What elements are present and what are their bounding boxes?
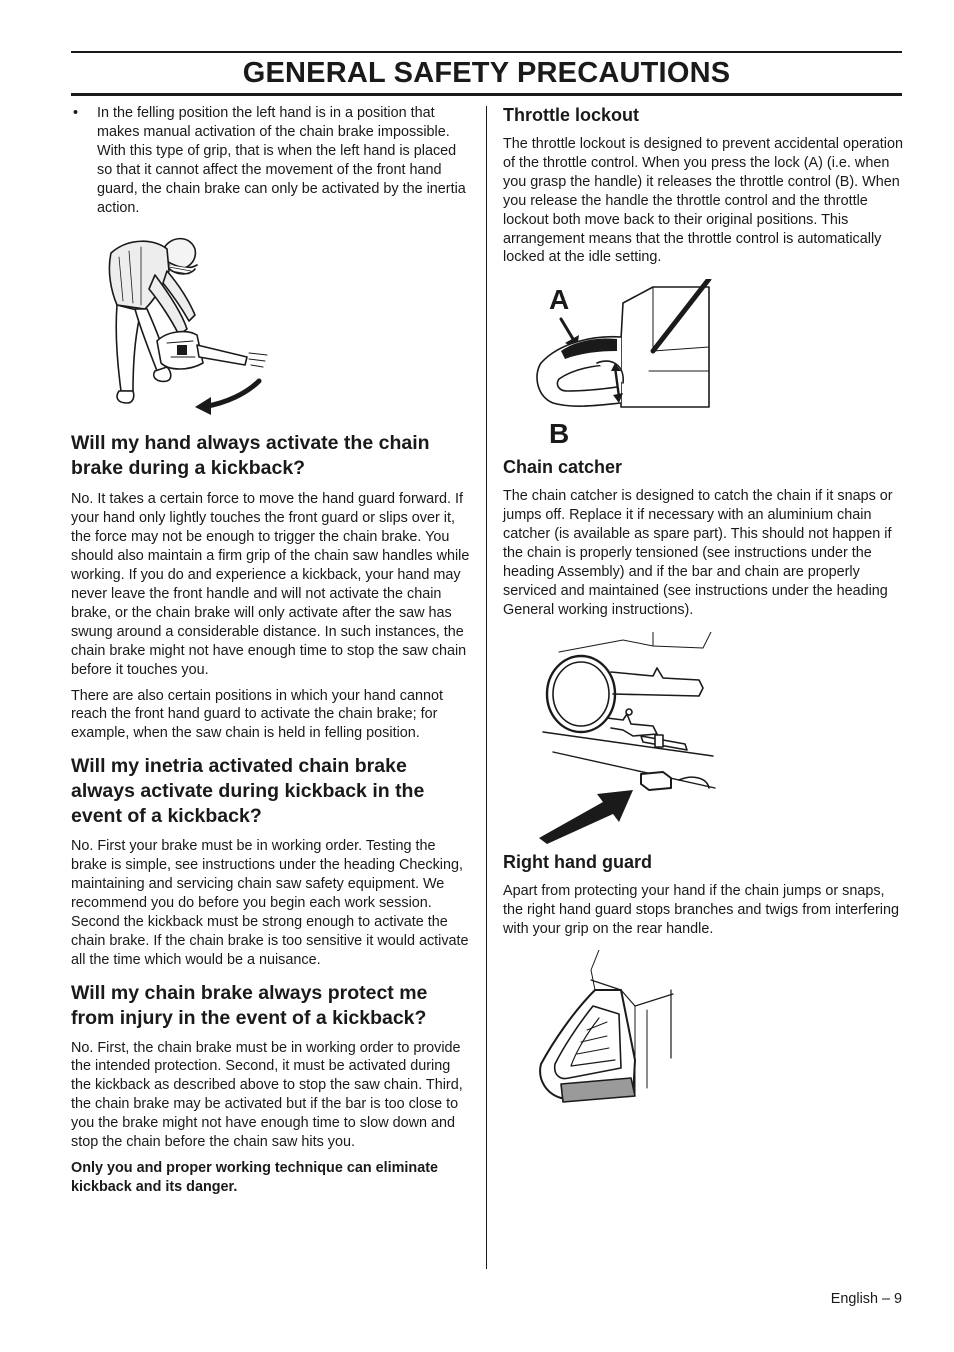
heading-brake-protect: Will my chain brake always protect me from injury in the event of a kickback? — [71, 981, 428, 1029]
paragraph-chain-catcher: The chain catcher is designed to catch the chain if it snaps or jumps off. Replace it if necessary with an aluminium chain catcher (is available as spare part). This should not happen if the chain is properly tensioned (see instructions under the heading Assembly) and if the bar and chain are properly serviced and maintained (see instructions under the heading General working instructions). — [503, 488, 893, 618]
right-column — [503, 104, 903, 1112]
right-hand-guard-illustration — [503, 950, 903, 1112]
heading-chain-catcher: Chain catcher — [503, 457, 623, 478]
paragraph-hand-positions: There are also certain positions in which your hand cannot reach the front hand guard to activate the chain brake; for example, when the saw chain is held in felling position. — [71, 687, 443, 742]
paragraph-hand-activate: No. It takes a certain force to move the hand guard forward. If your hand only lightly touches the front guard or slips over it, the force may not be enough to trigger the chain brake. You should also maintain a firm grip of the chain saw handles while working. If you do and experience a kickback, your hand may never leave the front handle and will not activate the chain brake, or the chain brake will only activate after the saw has swung around a considerable distance. In such instances, the chain brake might not have enough time to stop the saw chain before it touches you. — [71, 491, 470, 678]
page-title: GENERAL SAFETY PRECAUTIONS — [242, 57, 731, 89]
column-divider — [486, 106, 487, 1269]
left-column — [71, 104, 471, 1197]
bullet-mark: • — [73, 105, 79, 121]
header-rule-top — [71, 51, 902, 53]
label-b: B — [549, 418, 570, 450]
bullet-text: In the felling position the left hand is in a position that makes manual activation of the chain brake impossible. With this type of grip, that is when the left hand is placed so that it cannot affect the movement of the front hand guard, the chain brake can only be activated by the inertia action. — [97, 105, 466, 216]
heading-right-hand-guard: Right hand guard — [503, 851, 652, 872]
heading-hand-activate: Will my hand always activate the chain brake during a kickback? — [71, 432, 430, 480]
bullet-item — [71, 104, 471, 217]
paragraph-inertia-brake: No. First your brake must be in working order. Testing the brake is simple, see instructions under the heading Checking, maintaining and servicing chain saw safety equipment. We recommend you do before you begin each work session. Second the kickback must be strong enough to activate the chain brake. If the chain brake is too sensitive it would activate all the time which would be a nuisance. — [71, 838, 469, 968]
paragraph-right-hand-guard: Apart from protecting your hand if the chain jumps or snaps, the right hand guard stops branches and twigs from interfering with your grip on the rear handle. — [503, 882, 899, 937]
paragraph-throttle-lockout: The throttle lockout is designed to prevent accidental operation of the throttle control. When you press the lock (A) (i.e. when you grasp the handle) it releases the throttle control (B). When you release the handle the throttle control and the throttle lockout both move back to their original positions. This arrangement means that the throttle control is automatically locked at the idle setting. — [503, 136, 903, 266]
kickback-warning-note: Only you and proper working technique can eliminate kickback and its danger. — [71, 1160, 439, 1195]
paragraph-brake-protect: No. First, the chain brake must be in working order to provide the intended protection. Second, it must be activated during the kickback as described above to stop the saw chain. Third, the chain brake may be activated but if the bar is too close to you the brake might not have enough time to slow down and stop the chain before the chain saw hits you. — [71, 1039, 463, 1151]
heading-throttle-lockout: Throttle lockout — [503, 105, 639, 125]
header-rule-bottom — [71, 93, 902, 96]
chain-catcher-illustration — [503, 632, 903, 844]
heading-inertia-brake: Will my inetria activated chain brake always activate during kickback in the event of a kickback? — [71, 755, 425, 828]
page-footer: English – 9 — [830, 1291, 902, 1307]
felling-position-illustration — [71, 231, 471, 415]
label-a: A — [549, 284, 570, 316]
throttle-lockout-illustration — [503, 279, 903, 451]
